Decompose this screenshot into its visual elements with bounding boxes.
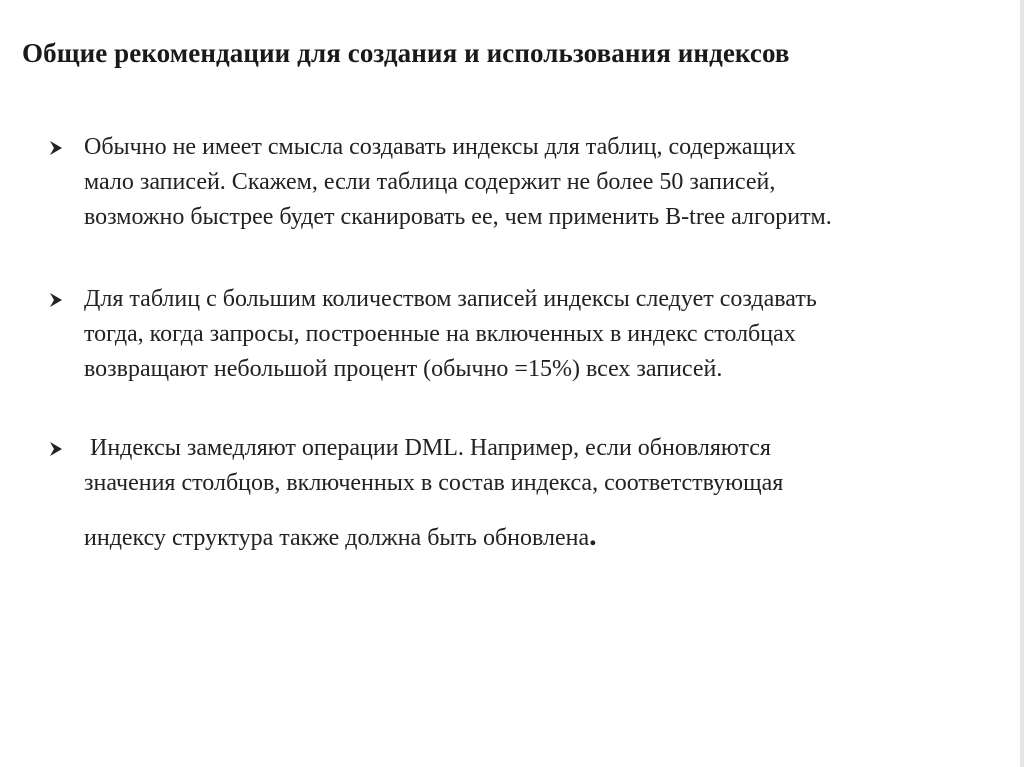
bullet-line: возвращают небольшой процент (обычно =15%) всех записей. (84, 356, 723, 382)
bullet-line: тогда, когда запросы, построенные на включенных в индекс столбцах (84, 321, 796, 347)
arrow-bullet-icon (48, 282, 84, 317)
bullet-text (84, 431, 978, 573)
bullet-line: значения столбцов, включенных в состав индекса, соответствующая (84, 470, 784, 496)
bullet-line: мало записей. Скажем, если таблица содержит не более 50 записей, (84, 169, 776, 195)
arrow-bullet-icon (48, 130, 84, 165)
bullet-item (48, 431, 978, 573)
bullet-line: Индексы замедляют операции DML. Например, если обновляются (84, 435, 771, 461)
bullet-item (48, 282, 978, 387)
bullet-list (48, 130, 978, 573)
bullet-text (84, 130, 978, 235)
arrow-bullet-icon (48, 431, 84, 466)
bullet-line: Обычно не имеет смысла создавать индексы для таблиц, содержащих (84, 134, 796, 160)
bullet-item (48, 130, 978, 235)
bullet-text (84, 282, 978, 387)
bullet-ending: . (589, 519, 597, 552)
slide-title: Общие рекомендации для создания и использования индексов (22, 38, 790, 68)
bullet-line-last (84, 501, 978, 573)
bullet-line: Для таблиц с большим количеством записей индексы следует создавать (84, 286, 817, 312)
bullet-line: индексу структура также должна быть обновлена (84, 525, 590, 551)
bullet-line: возможно быстрее будет сканировать ее, чем применить B-tree алгоритм. (84, 204, 832, 230)
